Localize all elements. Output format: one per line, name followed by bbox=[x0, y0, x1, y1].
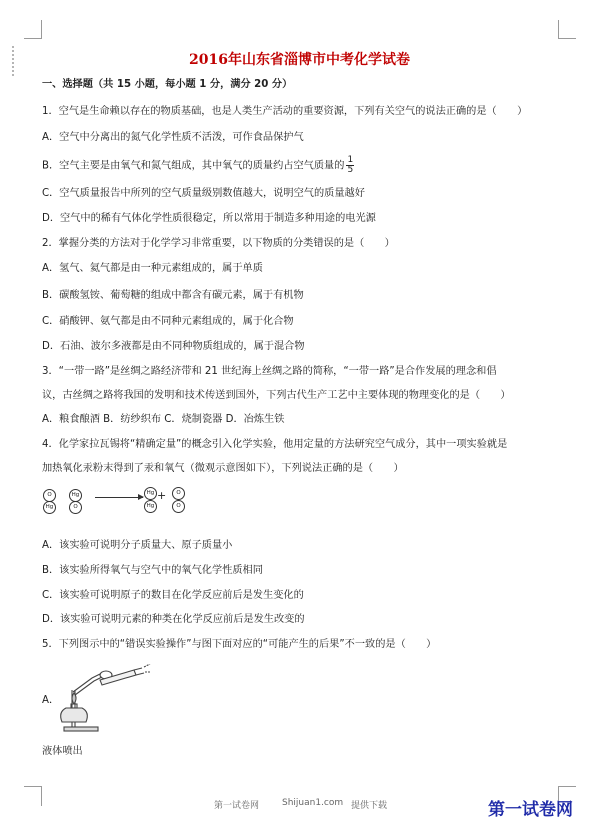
question-4-stem-line-2: 加热氧化汞粉末得到了汞和氧气（微观示意图如下），下列说法正确的是（ ） bbox=[42, 463, 404, 474]
footer-site-name: 第一试卷网 bbox=[214, 801, 260, 811]
crop-mark-top-left-h bbox=[24, 38, 42, 39]
question-2-option-a: A．氢气、氦气都是由一种元素组成的，属于单质 bbox=[42, 263, 263, 274]
oxygen-atom: O bbox=[172, 487, 185, 500]
question-4-option-b: B．该实验所得氧气与空气中的氧气化学性质相同 bbox=[42, 565, 263, 576]
mercury-atom: Hg bbox=[69, 489, 82, 502]
crop-mark-top-left-v bbox=[41, 20, 42, 39]
reaction-arrow bbox=[95, 497, 143, 498]
crop-mark-bottom-left-v bbox=[41, 786, 42, 806]
brand-logo-text: 第一试卷网 bbox=[488, 800, 573, 820]
oxygen-atom: O bbox=[172, 500, 185, 513]
question-5-option-a-caption: 液体喷出 bbox=[42, 746, 83, 757]
plus-sign: + bbox=[157, 489, 167, 502]
question-1-option-b-text: B．空气主要是由氧气和氮气组成，其中氧气的质量约占空气质量的 bbox=[42, 160, 345, 172]
question-3-stem-line-2: 议，古丝绸之路将我国的发明和技术传送到国外，下列古代生产工艺中主要体现的物理变化的是（ ） bbox=[42, 390, 511, 401]
question-4-option-c: C．该实验可说明原子的数目在化学反应前后是发生变化的 bbox=[42, 590, 304, 601]
question-3-options: A．粮食酿酒 B．纺纱织布 C．烧制瓷器 D．冶炼生铁 bbox=[42, 414, 285, 425]
mercury-atom: Hg bbox=[43, 501, 56, 514]
question-3-stem-line-1: 3．“一带一路”是丝绸之路经济带和 21 世纪海上丝绸之路的简称，“一带一路”是合作发展的理念和倡 bbox=[42, 366, 497, 377]
crop-mark-top-right-h bbox=[558, 38, 576, 39]
oxygen-atom: O bbox=[69, 501, 82, 514]
section-heading: 一、选择题（共 15 小题，每小题 1 分，满分 20 分） bbox=[42, 79, 293, 90]
fraction-one-fifth bbox=[346, 156, 354, 175]
crop-mark-bottom-right-h bbox=[558, 786, 576, 787]
question-2-option-c: C．硝酸钾、氨气都是由不同种元素组成的，属于化合物 bbox=[42, 316, 294, 327]
fraction-numerator: 1 bbox=[347, 155, 354, 165]
crop-mark-top-right-v bbox=[558, 20, 559, 39]
question-2-option-d: D．石油、波尔多液都是由不同种物质组成的，属于混合物 bbox=[42, 341, 305, 352]
question-2-stem: 2．掌握分类的方法对于化学学习非常重要，以下物质的分类错误的是（ ） bbox=[42, 238, 395, 249]
mercury-atom: Hg bbox=[144, 500, 157, 513]
footer-site-url[interactable]: Shijuan1.com bbox=[282, 798, 344, 808]
crop-mark-bottom-left-h bbox=[24, 786, 42, 787]
test-tube-heating-illustration bbox=[56, 664, 152, 734]
question-1-option-b bbox=[42, 156, 354, 175]
question-5-stem: 5．下列图示中的“错误实验操作”与图下面对应的“可能产生的后果”不一致的是（ ） bbox=[42, 639, 437, 650]
document-title: 2016年山东省淄博市中考化学试卷 bbox=[189, 52, 410, 68]
question-4-option-d: D．该实验可说明元素的种类在化学反应前后是发生改变的 bbox=[42, 614, 305, 625]
question-1-option-a: A．空气中分离出的氮气化学性质不活泼，可作食品保护气 bbox=[42, 132, 304, 143]
question-4-option-a: A．该实验可说明分子质量大、原子质量小 bbox=[42, 540, 233, 551]
oxygen-atom: O bbox=[43, 489, 56, 502]
fraction-denominator: 5 bbox=[347, 165, 354, 175]
question-4-stem-line-1: 4．化学家拉瓦锡将“精确定量”的概念引入化学实验，他用定量的方法研究空气成分，其中一项实验就是 bbox=[42, 439, 508, 450]
footer-download-text: 提供下载 bbox=[351, 801, 388, 811]
question-1-stem: 1．空气是生命赖以存在的物质基础，也是人类生产活动的重要资源，下列有关空气的说法正确的是（ ） bbox=[42, 106, 528, 117]
question-5-option-a-label: A． bbox=[42, 695, 60, 706]
question-1-option-d: D．空气中的稀有气体化学性质很稳定，所以常用于制造多种用途的电光源 bbox=[42, 213, 376, 224]
question-1-option-c: C．空气质量报告中所列的空气质量级别数值越大，说明空气的质量越好 bbox=[42, 188, 365, 199]
question-2-option-b: B．碳酸氢铵、葡萄糖的组成中都含有碳元素，属于有机物 bbox=[42, 290, 304, 301]
mercury-atom: Hg bbox=[144, 487, 157, 500]
